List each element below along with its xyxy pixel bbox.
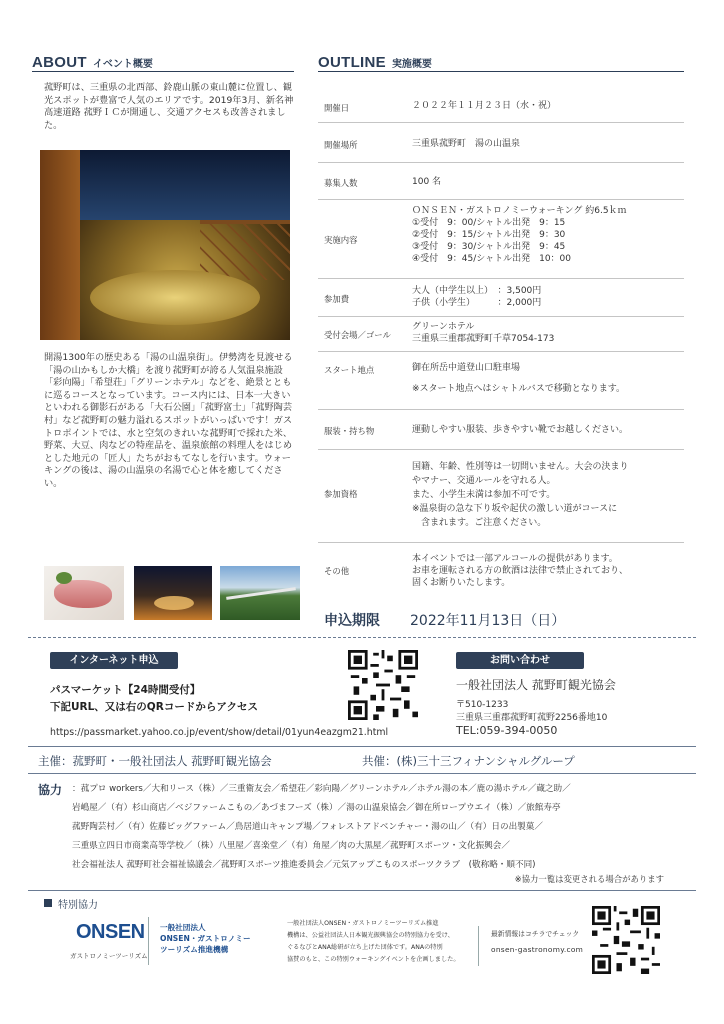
contact-address: 三重県三重郡菰野町菰野2256番地10 (456, 713, 608, 723)
row-value (412, 362, 625, 395)
special-title: 特別協力 (58, 900, 98, 911)
row-label: 服装・持ち物 (324, 426, 375, 436)
start-line: ※スタート地点へはシャトルバスで移動となります。 (412, 384, 626, 394)
fee-line: 子供（小学生） ：2,000円 (412, 298, 542, 308)
outline-row-reception (318, 317, 684, 352)
about-intro: 菰野町は、三重県の北西部、鈴鹿山脈の東山麓に位置し、観光スポットが豊富で人気のエリアです。2019年3月、新名神高速道路 菰野ＩＣが開通し、交通アクセスも改善されました。 (44, 82, 294, 131)
desc-line: 協賛のもと、この特別ウォーキングイベントを企画しました。 (287, 956, 460, 963)
onsen-logo-sub: ガストロノミーツーリズム (70, 952, 148, 960)
row-label: 参加費 (324, 294, 350, 304)
cooperation-line: 菰野陶芸村／（有）佐藤ピッグファーム／鳥居道山キャンプ場／フォレストアドベンチャー・湯の山／（有）日の出製菓／ (72, 822, 543, 832)
desc-line: 一般社団法人ONSEN・ガストロノミーツーリズム推進 (287, 920, 439, 927)
row-label: スタート地点 (324, 365, 375, 375)
row-label: 開催日 (324, 103, 350, 113)
desc-line: 機構は、公益社団法人日本観光振興協会の特別協力を受け、 (287, 932, 454, 939)
wooden-wall (40, 150, 80, 340)
program-line: ＯＮＳＥＮ・ガストロノミーウォーキング 約6.5ｋｍ (412, 206, 627, 216)
eligibility-line: ※温泉街の急な下り坂や起伏の激しい道がコースに (412, 504, 618, 514)
row-label: 開催場所 (324, 140, 358, 150)
reception-line: グリーンホテル (412, 322, 475, 332)
contact-chip: お問い合わせ (456, 652, 584, 669)
hot-spring-water (90, 270, 260, 325)
row-label: 参加資格 (324, 489, 358, 499)
outline-row-program (318, 200, 684, 279)
outline-row-capacity (318, 163, 684, 200)
row-value (412, 460, 629, 530)
cooperation-line: 岩嶋屋／（有）杉山商店／ベジファームこもの／あづまフーズ（株）／湯の山温泉協会／御在所ロープウエイ（株）／旅館寿亭 (72, 803, 561, 813)
wooden-fence (200, 220, 290, 280)
cooperation-note: ※協力一覧は変更される場合があります (514, 874, 664, 884)
row-label: 受付会場／ゴール (324, 330, 391, 340)
outline-heading (318, 52, 432, 71)
desc-line: ぐるなびとANA総研が立ち上げた団体です。ANAの特別 (287, 944, 443, 951)
outline-row-clothing (318, 410, 684, 450)
internet-apply-chip: インターネット申込 (50, 652, 178, 669)
row-label: 募集人数 (324, 178, 358, 188)
host-text: 主催：菰野町・一般社団法人 菰野町観光協会 (38, 754, 272, 768)
special-rule (28, 890, 696, 891)
onsen-logo: ONSEN (76, 921, 145, 943)
application-url[interactable]: https://passmarket.yahoo.co.jp/event/show/detail/01yun4eazgm21.html (50, 727, 389, 738)
garnish (56, 572, 72, 584)
access-line: 下記URL、又は右のQRコードからアクセス (50, 701, 258, 713)
meat-dish-photo (44, 566, 124, 620)
row-value: 三重県菰野町 湯の山温泉 (412, 139, 521, 149)
outline-row-venue (318, 123, 684, 163)
desc-separator (478, 926, 479, 966)
outline-row-eligibility (318, 450, 684, 543)
deadline-value: 2022年11月13日（日） (410, 613, 566, 629)
onsen-site-qr-code[interactable] (592, 906, 660, 974)
eligibility-line: また、小学生未満は参加不可です。 (412, 490, 556, 500)
bridge (226, 587, 296, 600)
contact-org: 一般社団法人 菰野町観光協会 (456, 678, 616, 692)
cooperation-line: 三重県立四日市商業高等学校／（株）八里屋／喜楽堂／（有）角屋／肉の大黒屋／菰野町スポーツ・文化振興会／ (72, 841, 510, 851)
spacer (412, 374, 625, 383)
org-line: ONSEN・ガストロノミー (160, 934, 251, 943)
program-line: ③受付 9：30/シャトル出発 9：45 (412, 242, 566, 252)
bridge-photo (220, 566, 300, 620)
cooperation-line: 社会福祉法人 菰野町社会福祉協議会／菰野町スポーツ推進委員会／元気アップこものスポーツクラブ (敬称略・順不同) (72, 860, 536, 870)
outline-subtitle: 実施概要 (391, 59, 432, 70)
cooperation-line: ：菰プロ workers／大和リース（株）／三重衛友会／希望荘／彩向陽／グリーンホテル／ホテル湯の本／鹿の湯ホテル／蔵之助／ (72, 784, 571, 794)
row-label: 実施内容 (324, 235, 358, 245)
row-label: その他 (324, 566, 350, 576)
meat (54, 580, 112, 608)
about-heading (32, 52, 153, 71)
special-bullet (44, 899, 52, 907)
section-divider (28, 637, 696, 638)
onsen-town-photo (134, 566, 212, 620)
special-description (287, 918, 487, 966)
cooperation-list (72, 782, 692, 872)
outline-row-other (318, 543, 684, 601)
outline-title: OUTLINE (318, 54, 386, 71)
about-subtitle: イベント概要 (92, 59, 153, 70)
eligibility-line: 国籍、年齢、性別等は一切問いません。大会の決まり (412, 462, 629, 472)
site-url[interactable]: onsen-gastronomy.com (491, 945, 584, 954)
outline-row-start (318, 352, 684, 410)
org-line: 一般社団法人 (160, 923, 206, 932)
hot-spring-photo (40, 150, 290, 340)
eligibility-line: やマナー、交通ルールを守れる人。 (412, 476, 556, 486)
outline-underline (318, 71, 684, 72)
fee-line: 大人（中学生以上） ：3,500円 (412, 286, 542, 296)
about-title: ABOUT (32, 54, 87, 71)
row-value: ２０２２年１１月２３日（水・祝） (412, 101, 557, 111)
row-value (412, 285, 541, 309)
other-line: 本イベントでは一部アルコールの提供があります。 (412, 554, 618, 564)
program-line: ①受付 9：00/シャトル出発 9：15 (412, 218, 566, 228)
latest-info: 最新情報はコチラでチェック (491, 930, 580, 938)
lights (154, 596, 194, 610)
other-line: 固くお断りいたします。 (412, 578, 511, 588)
program-line: ②受付 9：15/シャトル出発 9：30 (412, 230, 566, 240)
eligibility-line: 含まれます。ご注意ください。 (412, 518, 547, 528)
about-body: 開湯1300年の歴史ある「湯の山温泉街」。伊勢湾を見渡せる「湯の山かもしか大橋」を渡り菰野町が誇る人気温泉施設「彩向陽」「希望荘」「グリーンホテル」などを、絶景とともに巡るコースとなっています。コース内には、日本一大きいといわれる御影石がある「大石公園」「菰野富士」「菰野陶芸村」など菰野町の魅力溢れるスポットがいっぱいです！ガストロポイントでは、水と空気のきれいな菰野町で採れた米、野菜、大豆、肉などの特産品を、温泉旅館の料理人をはじめとした地元の「匠人」たちがおもてなしを行います。ウォーキングの後は、湯の山温泉の名湯で心と体を癒してください。 (44, 352, 293, 489)
start-line: 御在所岳中道登山口駐車場 (412, 363, 521, 373)
row-value (412, 553, 628, 589)
passmarket-qr-code[interactable] (348, 650, 418, 720)
contact-zip: 〒510-1233 (456, 700, 509, 710)
host-rule-top (28, 746, 696, 747)
other-line: お車を運転される方の飲酒は法律で禁止されており、 (412, 566, 629, 576)
contact-tel[interactable]: TEL:059-394-0050 (456, 724, 558, 737)
cooperation-label: 協力 (38, 783, 63, 797)
reception-line: 三重県三重郡菰野町千草7054-173 (412, 334, 555, 344)
about-underline (32, 71, 294, 72)
special-org (160, 922, 251, 955)
row-value: 100 名 (412, 177, 442, 187)
row-value (412, 321, 554, 345)
host-rule-bottom (28, 773, 696, 774)
org-line: ツーリズム推進機構 (160, 945, 229, 954)
row-value (412, 205, 627, 265)
outline-row-fee (318, 279, 684, 317)
deadline-label: 申込期限 (324, 613, 380, 629)
cohost-text: 共催：(株)三十三フィナンシャルグループ (362, 754, 575, 768)
outline-row-date (318, 90, 684, 123)
row-value: 運動しやすい服装、歩きやすい靴でお越しください。 (412, 425, 629, 435)
logo-separator (148, 917, 149, 965)
program-line: ④受付 9：45/シャトル出発 10：00 (412, 254, 572, 264)
passmarket-line: パスマーケット【24時間受付】 (50, 684, 201, 696)
